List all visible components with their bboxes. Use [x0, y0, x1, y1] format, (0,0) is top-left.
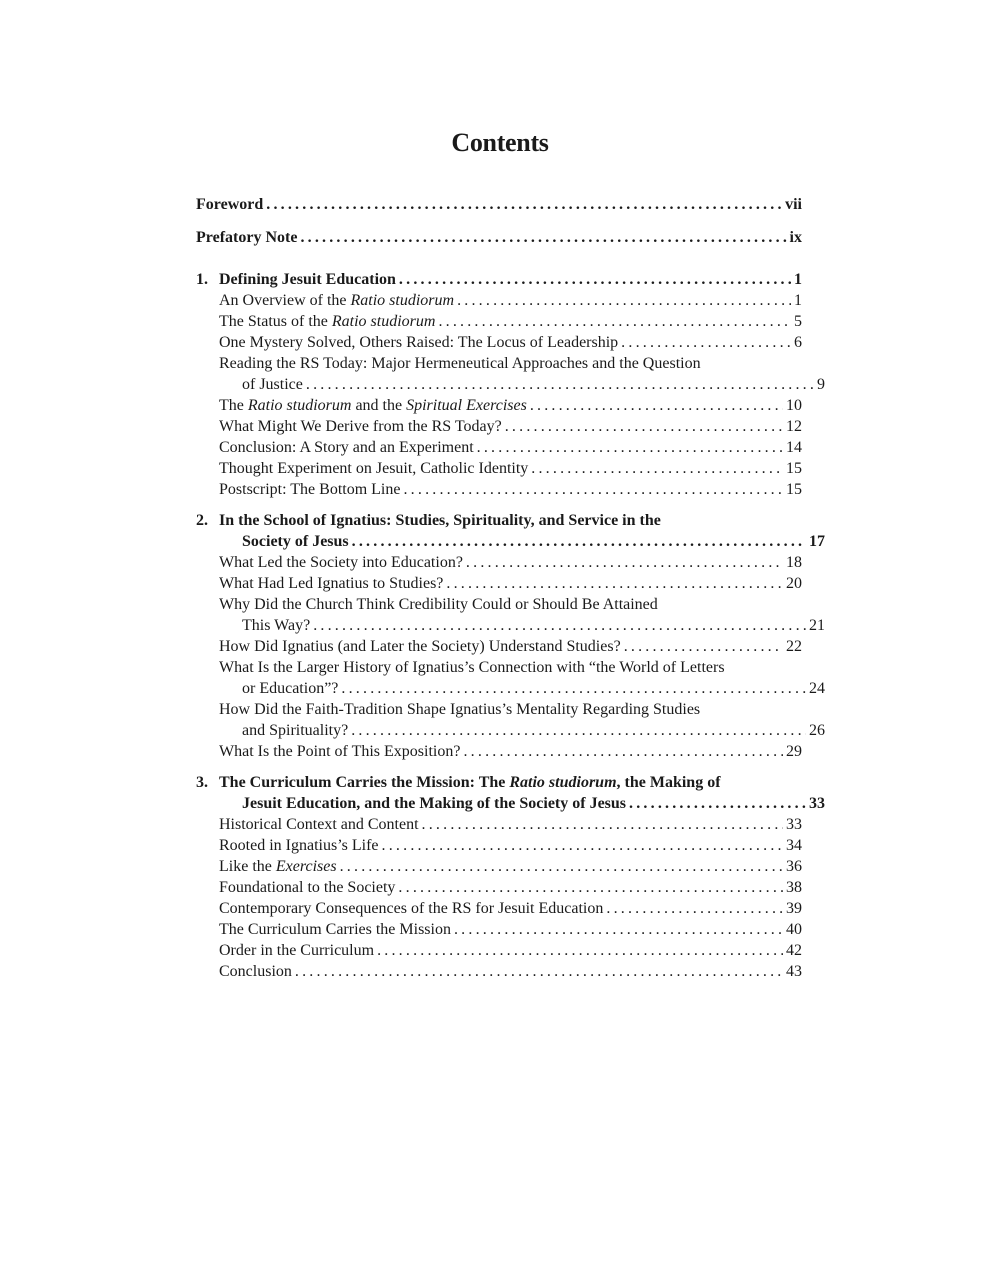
dot-leader: [398, 877, 783, 898]
chapter-number: 1.: [196, 271, 208, 288]
entry-label: [219, 573, 443, 594]
toc-section-entry[interactable]: [219, 961, 802, 982]
entry-page-number: 24: [809, 680, 825, 697]
toc-section-entry[interactable]: [219, 458, 802, 479]
entry-line: [219, 919, 802, 940]
text-run: Society of Jesus: [242, 533, 349, 550]
text-run: or Education”?: [242, 680, 339, 697]
entry-line: [219, 961, 802, 982]
dot-leader: [530, 395, 783, 416]
toc-section-entry[interactable]: [219, 332, 802, 353]
chapter-title-entry[interactable]: [219, 269, 802, 290]
toc-section-entry[interactable]: [219, 636, 802, 657]
entry-label: [219, 290, 454, 311]
entry-label: [219, 479, 400, 500]
dot-leader: [382, 835, 783, 856]
entry-line: [219, 573, 802, 594]
entry-page-number: 22: [786, 638, 802, 655]
entry-label: [219, 458, 528, 479]
chapter-block: [196, 772, 825, 982]
text-run: The Status of the: [219, 313, 332, 330]
italic-title-run: Ratio studiorum: [331, 313, 436, 330]
text-run: Rooted in Ignatius’s Life: [219, 837, 379, 854]
entry-line: [219, 437, 802, 458]
entry-page-number: 26: [809, 722, 825, 739]
entry-page-number: 17: [809, 533, 825, 550]
entry-page-number: 42: [786, 942, 802, 959]
entry-label-line: [219, 657, 802, 678]
dot-leader: [399, 269, 791, 290]
entry-page-number: 1: [794, 271, 802, 288]
dot-leader: [446, 573, 783, 594]
entry-label: [219, 877, 395, 898]
toc-section-entry[interactable]: [219, 919, 802, 940]
entry-page-number: 36: [786, 858, 802, 875]
chapter-3: [196, 772, 825, 982]
text-run: This Way?: [242, 617, 311, 634]
entry-page-number: 33: [809, 795, 825, 812]
entry-label: [219, 311, 435, 332]
toc-section-entry[interactable]: [219, 573, 802, 594]
dot-leader: [352, 531, 806, 552]
entry-line: [219, 458, 802, 479]
toc-section-entry[interactable]: [219, 940, 802, 961]
entry-line: [219, 531, 825, 552]
dot-leader: [306, 374, 814, 395]
italic-title-run: Exercises: [275, 858, 337, 875]
text-run: How Did the Faith-Tradition Shape Ignatius’s Mentality Regarding Studies: [219, 701, 701, 718]
entry-label: [219, 919, 451, 940]
entry-line: [219, 395, 802, 416]
entry-page-number: ix: [789, 229, 802, 246]
entry-label: [242, 531, 349, 552]
entry-page-number: 9: [817, 376, 825, 393]
entry-page-number: 10: [786, 397, 802, 414]
text-run: Conclusion: A Story and an Experiment: [219, 439, 474, 456]
entry-page-number: 12: [786, 418, 802, 435]
text-run: Jesuit Education, and the Making of the Society of Jesus: [242, 795, 627, 812]
entry-label: [242, 678, 338, 699]
chapter-2: [196, 510, 825, 762]
entry-label: Prefatory Note: [196, 229, 298, 246]
toc-section-entry[interactable]: [219, 699, 825, 741]
text-run: Conclusion: [219, 963, 292, 980]
italic-title-run: Ratio studiorum: [509, 774, 617, 791]
text-run: Defining Jesuit Education: [219, 271, 396, 288]
chapter-number: 2.: [196, 512, 208, 529]
dot-leader: [606, 898, 783, 919]
dot-leader: [340, 856, 783, 877]
text-run: Contemporary Consequences of the RS for Jesuit Education: [219, 900, 604, 917]
dot-leader: [477, 437, 783, 458]
entry-page-number: 5: [794, 313, 802, 330]
entry-label: [242, 793, 626, 814]
entry-label: Foreword: [196, 196, 264, 213]
entry-page-number: 34: [786, 837, 802, 854]
text-run: Thought Experiment on Jesuit, Catholic Identity: [219, 460, 529, 477]
dot-leader: [300, 225, 786, 251]
dot-leader: [351, 720, 806, 741]
entry-label-line: [219, 699, 802, 720]
toc-section-entry[interactable]: [219, 835, 802, 856]
dot-leader: [438, 311, 791, 332]
entry-label: [219, 898, 603, 919]
entry-page-number: 33: [786, 816, 802, 833]
entry-page-number: 29: [786, 743, 802, 760]
text-run: of Justice: [242, 376, 303, 393]
entry-line: [219, 898, 802, 919]
entry-line: [219, 416, 802, 437]
entry-line: [219, 720, 825, 741]
chapter-1: [196, 269, 825, 500]
chapter-number: 3.: [196, 774, 208, 791]
entry-line: [219, 835, 802, 856]
dot-leader: [629, 793, 806, 814]
entry-line: [219, 615, 825, 636]
front-matter: [196, 192, 802, 258]
entry-line: [219, 311, 802, 332]
chapter-title-entry[interactable]: [219, 772, 825, 814]
toc-section-entry[interactable]: [219, 311, 802, 332]
entry-page-number: 1: [794, 292, 802, 309]
dot-leader: [403, 479, 783, 500]
dot-leader: [313, 615, 806, 636]
chapter-block: [196, 510, 825, 762]
page-title: Contents: [451, 128, 549, 157]
dot-leader: [531, 458, 783, 479]
entry-page-number: 40: [786, 921, 802, 938]
entry-line: [219, 374, 825, 395]
text-run: The Curriculum Carries the Mission: The: [219, 774, 510, 791]
entry-line: [219, 940, 802, 961]
toc-entry-prefatory-note[interactable]: [196, 225, 802, 258]
italic-title-run: Ratio studiorum: [350, 292, 455, 309]
dot-leader: [266, 192, 782, 218]
entry-label: [219, 961, 292, 982]
entry-line: [219, 856, 802, 877]
entry-page-number: 38: [786, 879, 802, 896]
toc-section-entry[interactable]: [219, 552, 802, 573]
toc-section-entry[interactable]: [219, 416, 802, 437]
entry-label-line: [219, 594, 802, 615]
text-run: An Overview of the: [219, 292, 351, 309]
dot-leader: [463, 741, 783, 762]
entry-label: [242, 615, 310, 636]
toc-section-entry[interactable]: [219, 856, 802, 877]
text-run: What Led the Society into Education?: [219, 554, 463, 571]
dot-leader: [295, 961, 783, 982]
toc-section-entry[interactable]: [219, 395, 802, 416]
entry-line: [219, 814, 802, 835]
entry-label-line: [219, 353, 802, 374]
entry-page-number: 21: [809, 617, 825, 634]
toc-section-entry[interactable]: [219, 353, 825, 395]
chapter-list: [196, 269, 825, 982]
entry-label: [219, 741, 460, 762]
text-run: Reading the RS Today: Major Hermeneutical Approaches and the Question: [219, 355, 701, 372]
dot-leader: [505, 416, 783, 437]
entry-label: [242, 374, 303, 395]
entry-label: [219, 416, 502, 437]
italic-title-run: Ratio studiorum: [247, 397, 352, 414]
entry-page-number: vii: [785, 196, 802, 213]
italic-title-run: Spiritual Exercises: [406, 397, 527, 414]
toc-section-entry[interactable]: [219, 898, 802, 919]
text-run: What Had Led Ignatius to Studies?: [219, 575, 444, 592]
text-run: What Is the Point of This Exposition?: [219, 743, 461, 760]
dot-leader: [422, 814, 783, 835]
dot-leader: [466, 552, 783, 573]
entry-label: [219, 332, 618, 353]
entry-line: [219, 678, 825, 699]
dot-leader: [377, 940, 783, 961]
entry-label: [219, 814, 419, 835]
text-run: Order in the Curriculum: [219, 942, 375, 959]
entry-line: [219, 636, 802, 657]
entry-label-line: [219, 510, 802, 531]
entry-label-line: [219, 772, 802, 793]
dot-leader: [457, 290, 791, 311]
entry-page-number: 6: [794, 334, 802, 351]
entry-page-number: 18: [786, 554, 802, 571]
toc-section-entry[interactable]: [219, 741, 802, 762]
entry-label: [219, 552, 463, 573]
text-run: , the Making of: [616, 774, 721, 791]
toc-section-entry[interactable]: [219, 290, 802, 311]
entry-page-number: 39: [786, 900, 802, 917]
text-run: What Might We Derive from the RS Today?: [219, 418, 502, 435]
text-run: Historical Context and Content: [219, 816, 419, 833]
text-run: Foundational to the Society: [219, 879, 396, 896]
entry-label: [219, 636, 621, 657]
text-run: and Spirituality?: [242, 722, 349, 739]
entry-line: [219, 793, 825, 814]
chapter-block: [196, 269, 825, 500]
entry-line: [219, 877, 802, 898]
table-of-contents: [196, 192, 825, 982]
entry-label: [219, 856, 337, 877]
text-run: Why Did the Church Think Credibility Could or Should Be Attained: [219, 596, 658, 613]
dot-leader: [624, 636, 783, 657]
entry-line: [219, 741, 802, 762]
dot-leader: [341, 678, 806, 699]
entry-page-number: 14: [786, 439, 802, 456]
toc-section-entry[interactable]: [219, 479, 802, 500]
text-run: One Mystery Solved, Others Raised: The Locus of Leadership: [219, 334, 619, 351]
entry-line: [219, 269, 802, 290]
toc-section-entry[interactable]: [219, 657, 825, 699]
text-run: Like the: [219, 858, 276, 875]
chapter-title-entry[interactable]: [219, 510, 825, 552]
dot-leader: [621, 332, 791, 353]
entry-page-number: 20: [786, 575, 802, 592]
text-run: The: [219, 397, 248, 414]
entry-label: [219, 437, 474, 458]
text-run: The Curriculum Carries the Mission: [219, 921, 451, 938]
entry-line: [219, 552, 802, 573]
dot-leader: [454, 919, 783, 940]
toc-section-entry[interactable]: [219, 814, 802, 835]
entry-label: [219, 269, 396, 290]
text-run: In the School of Ignatius: Studies, Spirituality, and Service in the: [219, 512, 661, 529]
entry-line: [219, 479, 802, 500]
text-run: Postscript: The Bottom Line: [219, 481, 401, 498]
entry-line: [219, 290, 802, 311]
toc-section-entry[interactable]: [219, 877, 802, 898]
text-run: and the: [351, 397, 407, 414]
entry-page-number: 15: [786, 481, 802, 498]
toc-section-entry[interactable]: [219, 594, 825, 636]
entry-label: [242, 720, 348, 741]
toc-entry-foreword[interactable]: [196, 192, 802, 225]
entry-line: [219, 332, 802, 353]
entry-page-number: 15: [786, 460, 802, 477]
entry-label: [219, 940, 374, 961]
entry-label: [219, 395, 527, 416]
text-run: How Did Ignatius (and Later the Society) Understand Studies?: [219, 638, 621, 655]
entry-label: [219, 835, 379, 856]
toc-section-entry[interactable]: [219, 437, 802, 458]
entry-page-number: 43: [786, 963, 802, 980]
text-run: What Is the Larger History of Ignatius’s Connection with “the World of Letters: [219, 659, 725, 676]
